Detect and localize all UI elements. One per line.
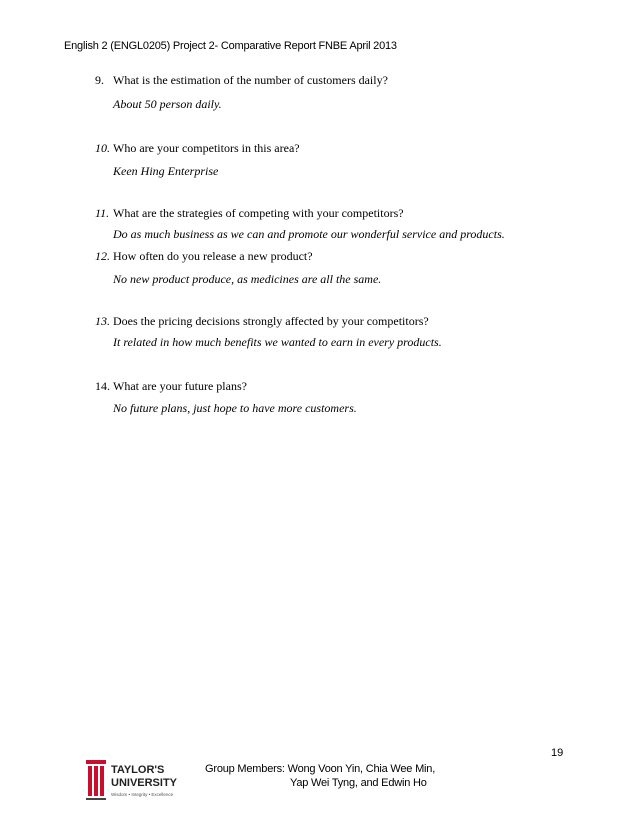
members-line1: Group Members: Wong Voon Yin, Chia Wee Min, — [205, 763, 436, 775]
logo-emblem-icon — [86, 760, 106, 800]
question-text: What are the strategies of competing with your competitors? — [113, 206, 404, 220]
question-text: How often do you release a new product? — [113, 249, 313, 263]
question-number: 12. — [95, 249, 110, 263]
question-text: What are your future plans? — [113, 379, 247, 393]
question-number: 13. — [95, 314, 110, 328]
answer-9: About 50 person daily. — [113, 97, 222, 111]
page-header: English 2 (ENGL0205) Project 2- Comparative Report FNBE April 2013 — [64, 40, 397, 52]
answer-10: Keen Hing Enterprise — [113, 164, 219, 178]
question-number: 14. — [95, 379, 110, 393]
question-text: What is the estimation of the number of customers daily? — [113, 73, 388, 87]
group-members — [205, 762, 435, 790]
question-number: 9. — [95, 73, 104, 87]
answer-13: It related in how much benefits we wanted to earn in every products. — [113, 335, 442, 349]
members-line2: Yap Wei Tyng, and Edwin Ho — [290, 777, 427, 789]
logo-line1: TAYLOR'S — [111, 764, 165, 776]
taylors-university-logo — [84, 756, 199, 806]
answer-14: No future plans, just hope to have more customers. — [113, 401, 357, 415]
page-number: 19 — [551, 747, 564, 759]
logo-line2: UNIVERSITY — [111, 777, 178, 789]
question-number: 11. — [95, 206, 110, 220]
logo-tagline: Wisdom • Integrity • Excellence — [111, 792, 174, 797]
question-number: 10. — [95, 141, 110, 155]
answer-12: No new product produce, as medicines are all the same. — [113, 272, 382, 286]
answer-11: Do as much business as we can and promote our wonderful service and products. — [113, 227, 505, 241]
question-text: Does the pricing decisions strongly affected by your competitors? — [113, 314, 429, 328]
question-text: Who are your competitors in this area? — [113, 141, 300, 155]
